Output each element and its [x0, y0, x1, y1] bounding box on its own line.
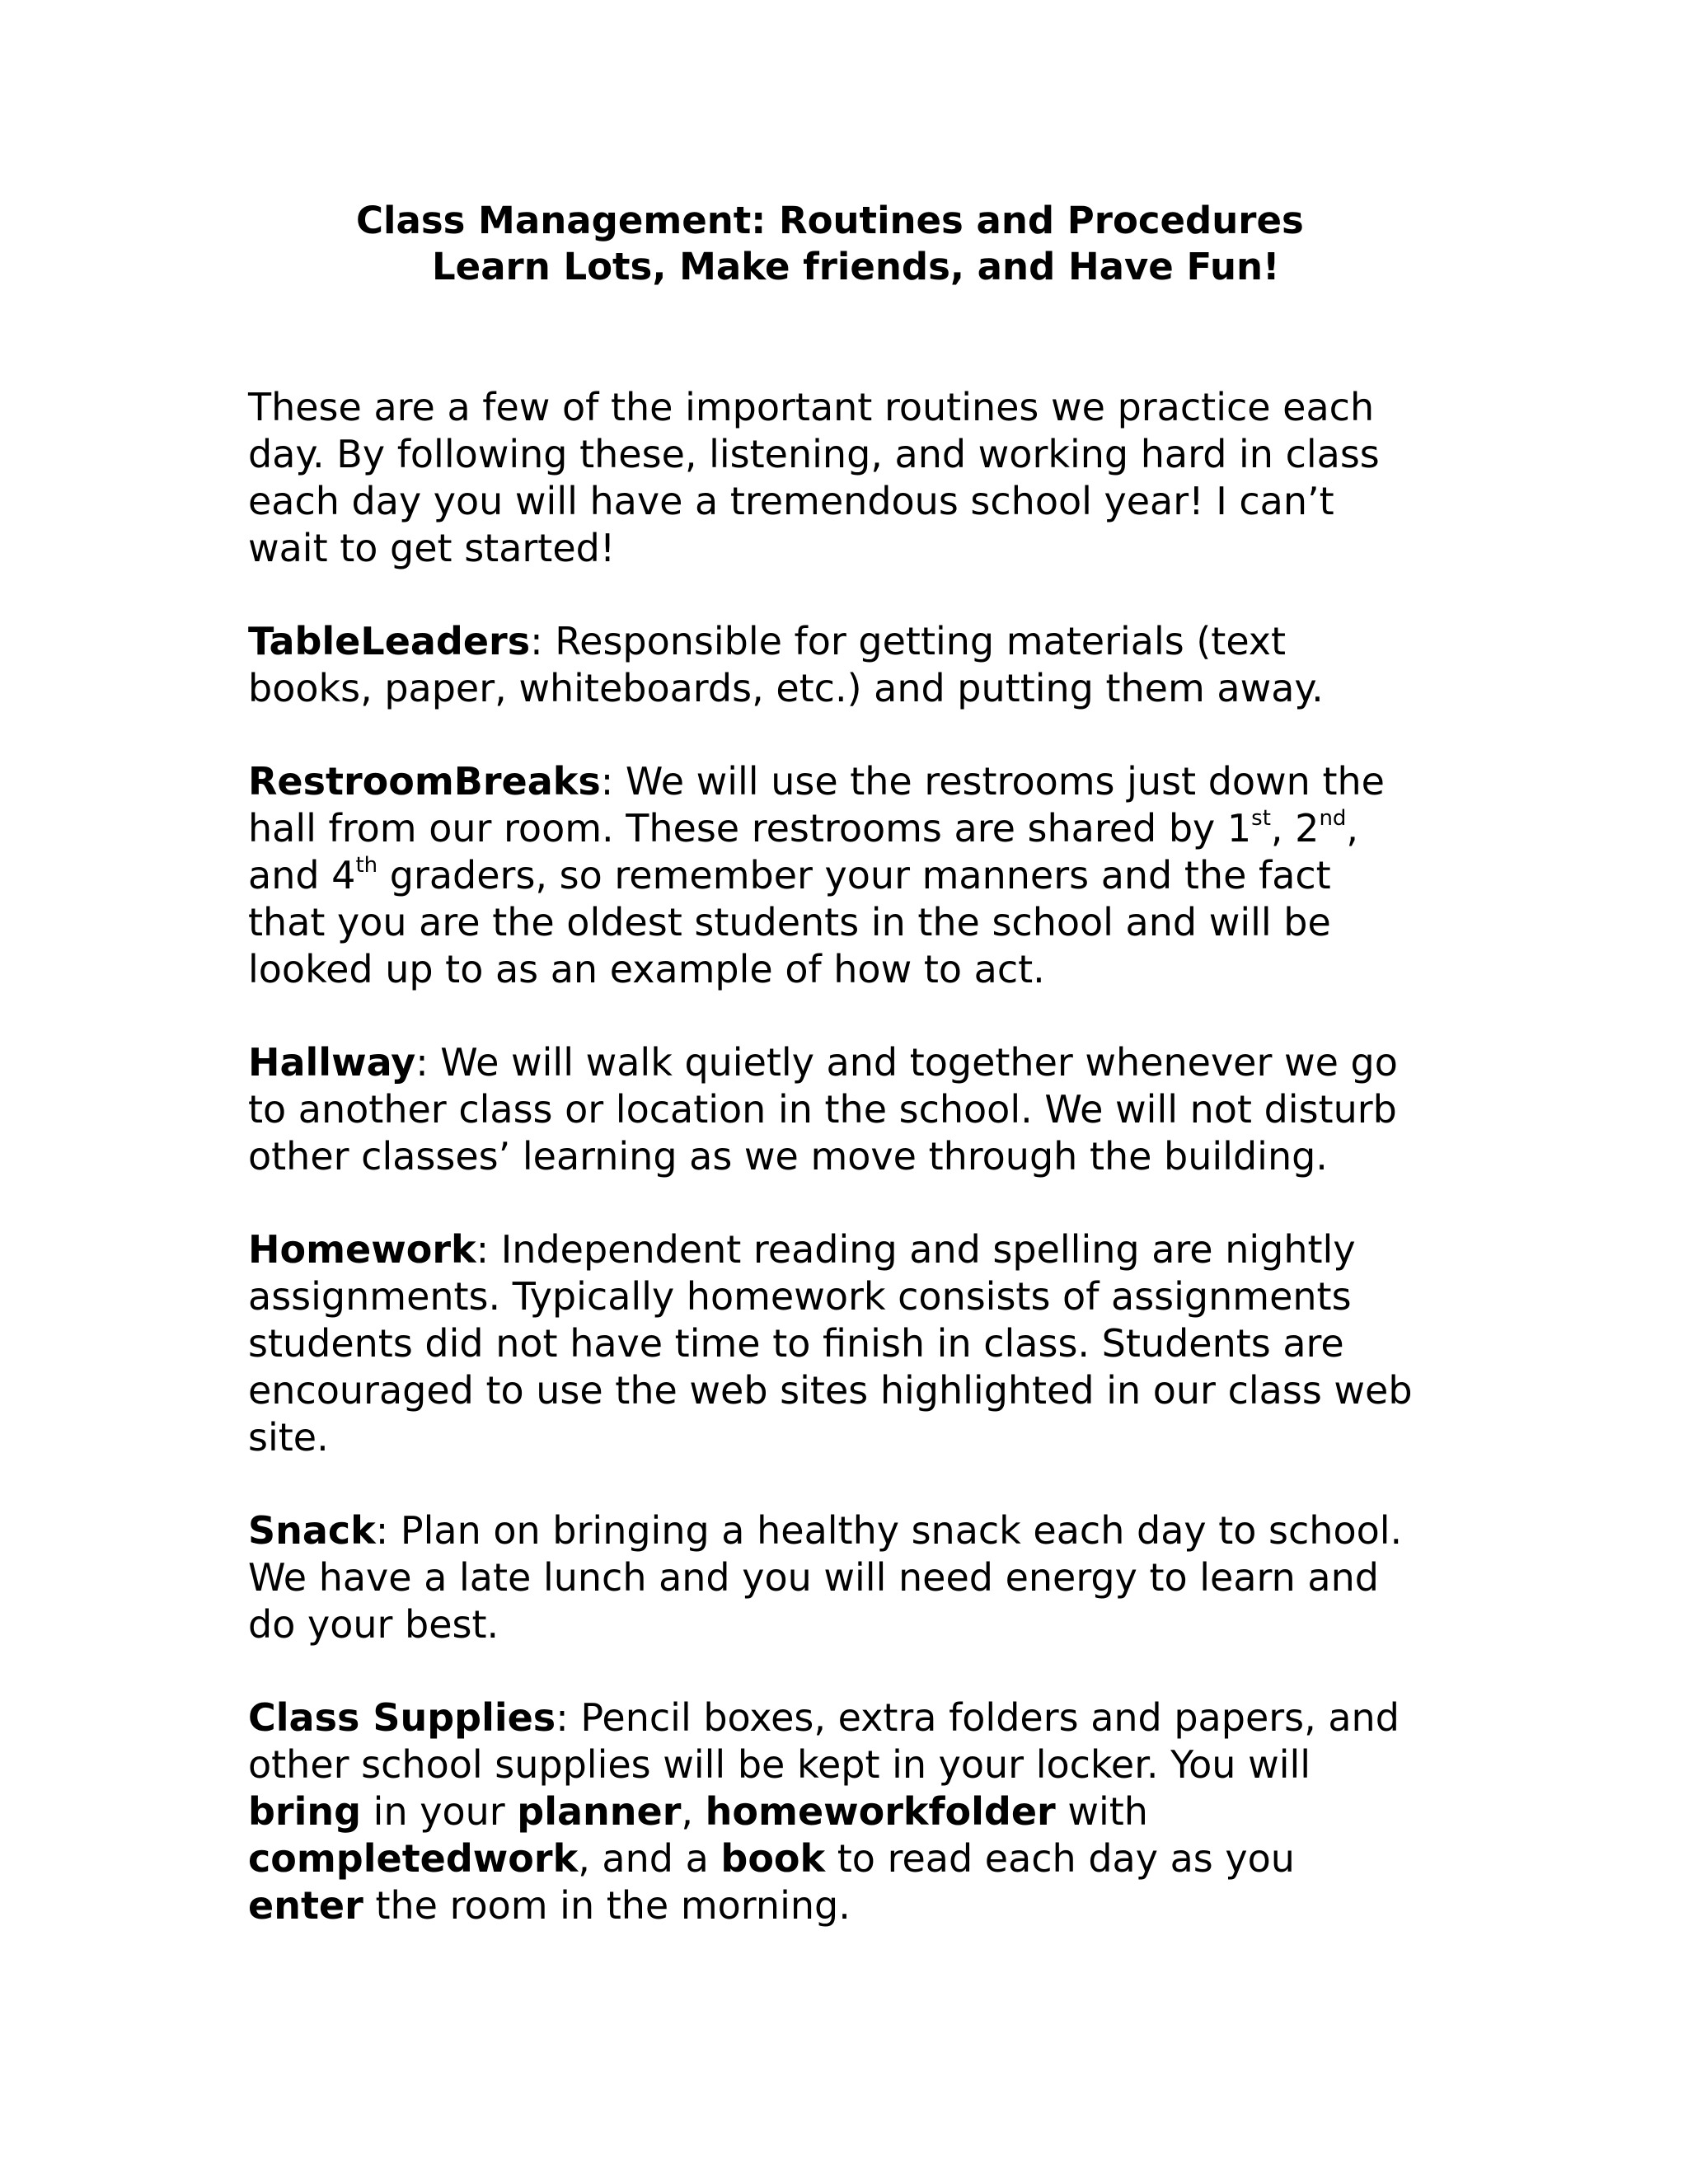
restroom-line	[248, 805, 1451, 852]
intro-line: each day you will have a tremendous school year! I can’t	[248, 479, 1334, 523]
hallway-term: Hallway	[248, 1040, 416, 1085]
supplies-keyword: planner	[517, 1789, 682, 1834]
ordinal-suffix: th	[355, 852, 378, 878]
homework-line: encouraged to use the web sites highlighted in our class web	[248, 1368, 1413, 1413]
restroom-text: ,	[1346, 806, 1359, 851]
restroom-text: hall from our room. These restrooms are shared by 1	[248, 806, 1252, 851]
restroom-term: RestroomBreaks	[248, 759, 601, 804]
intro-line: These are a few of the important routines we practice each	[248, 385, 1375, 429]
table-leaders-term: TableLeaders	[248, 619, 531, 663]
restroom-text: , 2	[1270, 806, 1320, 851]
supplies-keyword: enter	[248, 1883, 363, 1928]
snack-term: Snack	[248, 1508, 376, 1553]
table-leaders-line: books, paper, whiteboards, etc.) and putting them away.	[248, 666, 1324, 710]
snack-line	[248, 1507, 1451, 1554]
homework-term: Homework	[248, 1227, 476, 1272]
document-body	[248, 384, 1451, 1975]
snack-line: do your best.	[248, 1602, 499, 1647]
homework-text: : Independent reading and spelling are nightly	[476, 1227, 1356, 1272]
supplies-keyword: completedwork	[248, 1836, 579, 1881]
intro-paragraph	[248, 384, 1451, 572]
homework-line: students did not have time to finish in class. Students are	[248, 1321, 1344, 1366]
supplies-line	[248, 1882, 1451, 1929]
supplies-text: with	[1055, 1789, 1148, 1834]
ordinal-suffix: st	[1251, 805, 1271, 831]
hallway-text: : We will walk quietly and together whenever we go	[415, 1040, 1398, 1085]
supplies-text: in your	[361, 1789, 518, 1834]
restroom-line: looked up to as an example of how to act.	[248, 947, 1045, 991]
snack-line: We have a late lunch and you will need energy to learn and	[248, 1555, 1379, 1600]
supplies-text: to read each day as you	[825, 1836, 1295, 1881]
hallway-line: other classes’ learning as we move through the building.	[248, 1134, 1328, 1179]
homework-line: assignments. Typically homework consists of assignments	[248, 1274, 1352, 1319]
restroom-line	[248, 758, 1451, 805]
supplies-line	[248, 1788, 1451, 1835]
snack-paragraph	[248, 1507, 1451, 1648]
homework-line	[248, 1226, 1451, 1273]
supplies-keyword: homeworkfolder	[705, 1789, 1056, 1834]
supplies-keyword: bring	[248, 1789, 362, 1834]
supplies-paragraph	[248, 1694, 1451, 1929]
restroom-line	[248, 852, 1451, 899]
supplies-text: : Pencil boxes, extra folders and papers, and	[556, 1695, 1400, 1740]
supplies-text: , and a	[578, 1836, 721, 1881]
hallway-line: to another class or location in the school. We will not disturb	[248, 1087, 1397, 1132]
intro-line: day. By following these, listening, and working hard in class	[248, 432, 1380, 476]
supplies-keyword: book	[720, 1836, 826, 1881]
title-line-2: Learn Lots, Make friends, and Have Fun!	[432, 245, 1280, 288]
supplies-line	[248, 1835, 1451, 1882]
hallway-line	[248, 1039, 1451, 1086]
supplies-line: other school supplies will be kept in your locker. You will	[248, 1742, 1311, 1787]
supplies-term: Class Supplies	[248, 1695, 556, 1740]
intro-line: wait to get started!	[248, 526, 616, 570]
restroom-text: graders, so remember your manners and the fact	[377, 853, 1331, 898]
table-leaders-paragraph	[248, 618, 1451, 712]
title-line-1: Class Management: Routines and Procedures	[356, 199, 1304, 242]
restroom-text: : We will use the restrooms just down the	[600, 759, 1385, 804]
table-leaders-line	[248, 618, 1451, 665]
supplies-text: the room in the morning.	[363, 1883, 851, 1928]
supplies-text: ,	[681, 1789, 706, 1834]
snack-text: : Plan on bringing a healthy snack each day to school.	[375, 1508, 1403, 1553]
homework-paragraph	[248, 1226, 1451, 1461]
supplies-line	[248, 1694, 1451, 1741]
restroom-paragraph	[248, 758, 1451, 993]
ordinal-suffix: nd	[1319, 805, 1347, 831]
homework-line: site.	[248, 1415, 329, 1460]
hallway-paragraph	[248, 1039, 1451, 1180]
restroom-line: that you are the oldest students in the school and will be	[248, 900, 1331, 944]
restroom-text: and 4	[248, 853, 356, 898]
table-leaders-text: : Responsible for getting materials (text	[530, 619, 1287, 663]
